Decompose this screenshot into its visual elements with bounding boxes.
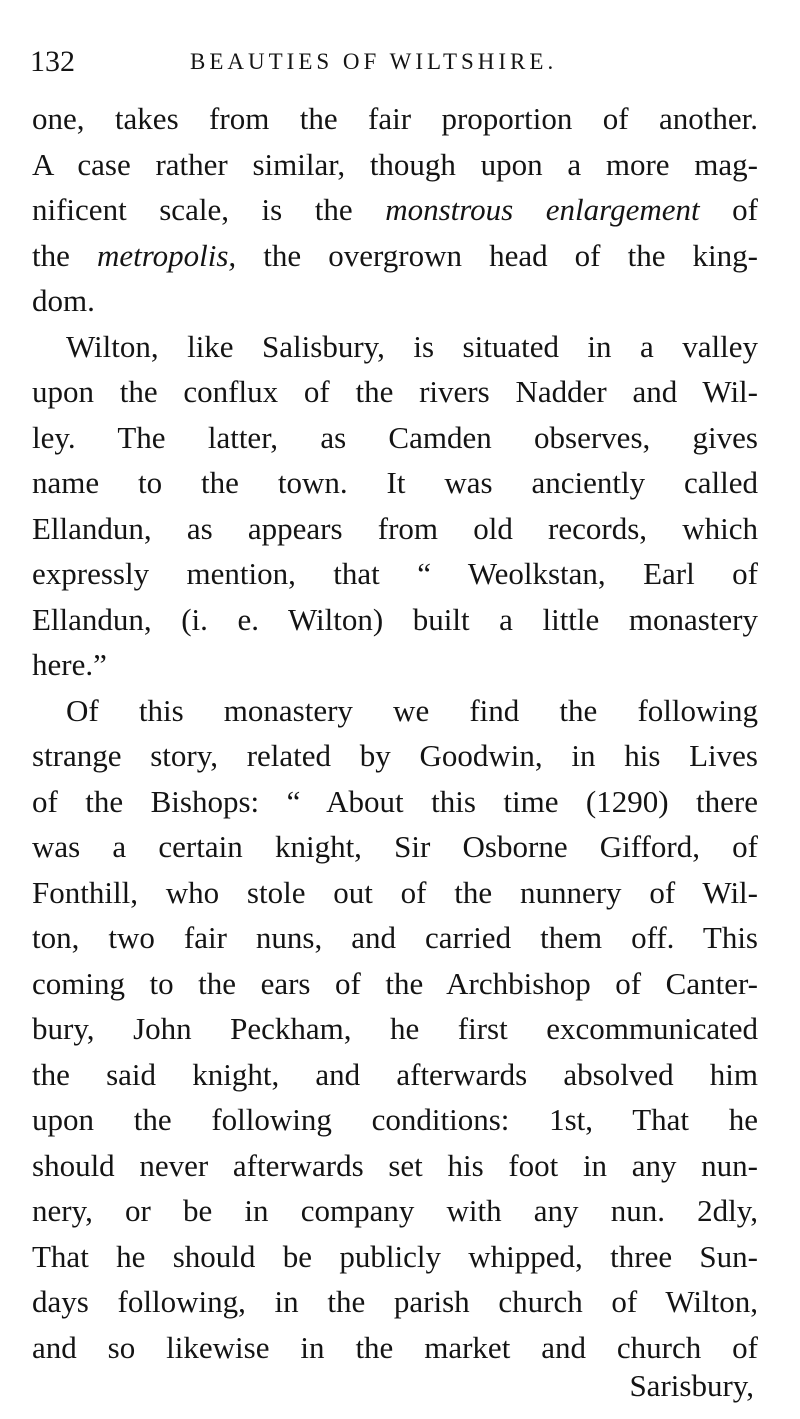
italic-text: metropolis, [96, 237, 237, 273]
text-line [32, 1279, 758, 1325]
text-segment: here.” [32, 647, 107, 682]
text-segment: ton, two fair nuns, and carried them off. This [32, 920, 758, 955]
text-line [32, 278, 758, 324]
text-line [32, 1188, 758, 1234]
text-line [32, 551, 758, 597]
text-line [32, 1052, 758, 1098]
page-header [30, 40, 770, 84]
text-line [32, 961, 758, 1007]
running-title: BEAUTIES OF WILTSHIRE. [190, 49, 558, 74]
text-segment: A case rather similar, though upon a more mag- [32, 146, 758, 182]
italic-text: monstrous enlargement [385, 192, 700, 227]
page-number: 132 [30, 45, 75, 78]
text-segment: Ellandun, as appears from old records, which [32, 510, 758, 546]
text-line [32, 597, 758, 643]
body-text [32, 96, 758, 1370]
text-segment: name to the town. It was anciently called [32, 465, 758, 500]
text-segment: one, takes from the fair proportion of another. [32, 101, 758, 136]
text-segment: Fonthill, who stole out of the nunnery of Wil- [32, 874, 758, 910]
text-segment: should never afterwards set his foot in any nun- [32, 1147, 758, 1183]
text-segment: nificent scale, is the [32, 192, 386, 227]
text-segment: was a certain knight, Sir Osborne Gifford, of [32, 829, 758, 864]
text-segment: Wilton, like Salisbury, is situated in a valley [66, 328, 758, 364]
text-segment: of [699, 192, 758, 227]
text-line [32, 779, 758, 825]
text-segment: dom. [32, 283, 95, 318]
text-segment: That he should be publicly whipped, three Sun- [32, 1238, 758, 1274]
text-segment: bury, John Peckham, he first excommunicated [32, 1011, 758, 1046]
text-segment: of the Bishops: “ About this time (1290) there [32, 783, 758, 819]
text-line [32, 824, 758, 870]
text-segment: the overgrown head of the king- [236, 237, 758, 273]
text-line [32, 460, 758, 506]
text-line [32, 915, 758, 961]
text-line [32, 506, 758, 552]
text-segment: Of this monastery we find the following [66, 692, 758, 728]
text-line [32, 1234, 758, 1280]
text-line [32, 415, 758, 461]
text-line [32, 688, 758, 734]
text-line [32, 733, 758, 779]
text-segment: strange story, related by Goodwin, in his Lives [32, 738, 758, 773]
text-line [32, 1006, 758, 1052]
text-segment: and so likewise in the market and church of [32, 1329, 758, 1365]
text-line [32, 1097, 758, 1143]
text-segment: coming to the ears of the Archbishop of Canter- [32, 965, 758, 1001]
text-line [32, 96, 758, 142]
text-segment: ley. The latter, as Camden observes, gives [32, 419, 758, 455]
text-segment: Ellandun, (i. e. Wilton) built a little monastery [32, 601, 758, 637]
text-line [32, 870, 758, 916]
text-line [32, 233, 758, 279]
text-line [32, 369, 758, 415]
text-line [32, 187, 758, 233]
text-segment: the [32, 237, 97, 273]
text-line [32, 324, 758, 370]
text-segment: expressly mention, that “ Weolkstan, Earl of [32, 556, 758, 591]
text-line [32, 142, 758, 188]
text-segment: the said knight, and afterwards absolved him [32, 1056, 758, 1092]
text-segment: upon the conflux of the rivers Nadder and Wil- [32, 374, 758, 409]
text-segment: nery, or be in company with any nun. 2dly, [32, 1193, 758, 1228]
text-line [32, 1143, 758, 1189]
catchword: Sarisbury, [629, 1368, 754, 1403]
text-segment: upon the following conditions: 1st, That he [32, 1102, 758, 1137]
text-line [32, 642, 758, 688]
text-segment: days following, in the parish church of Wilton, [32, 1284, 758, 1319]
